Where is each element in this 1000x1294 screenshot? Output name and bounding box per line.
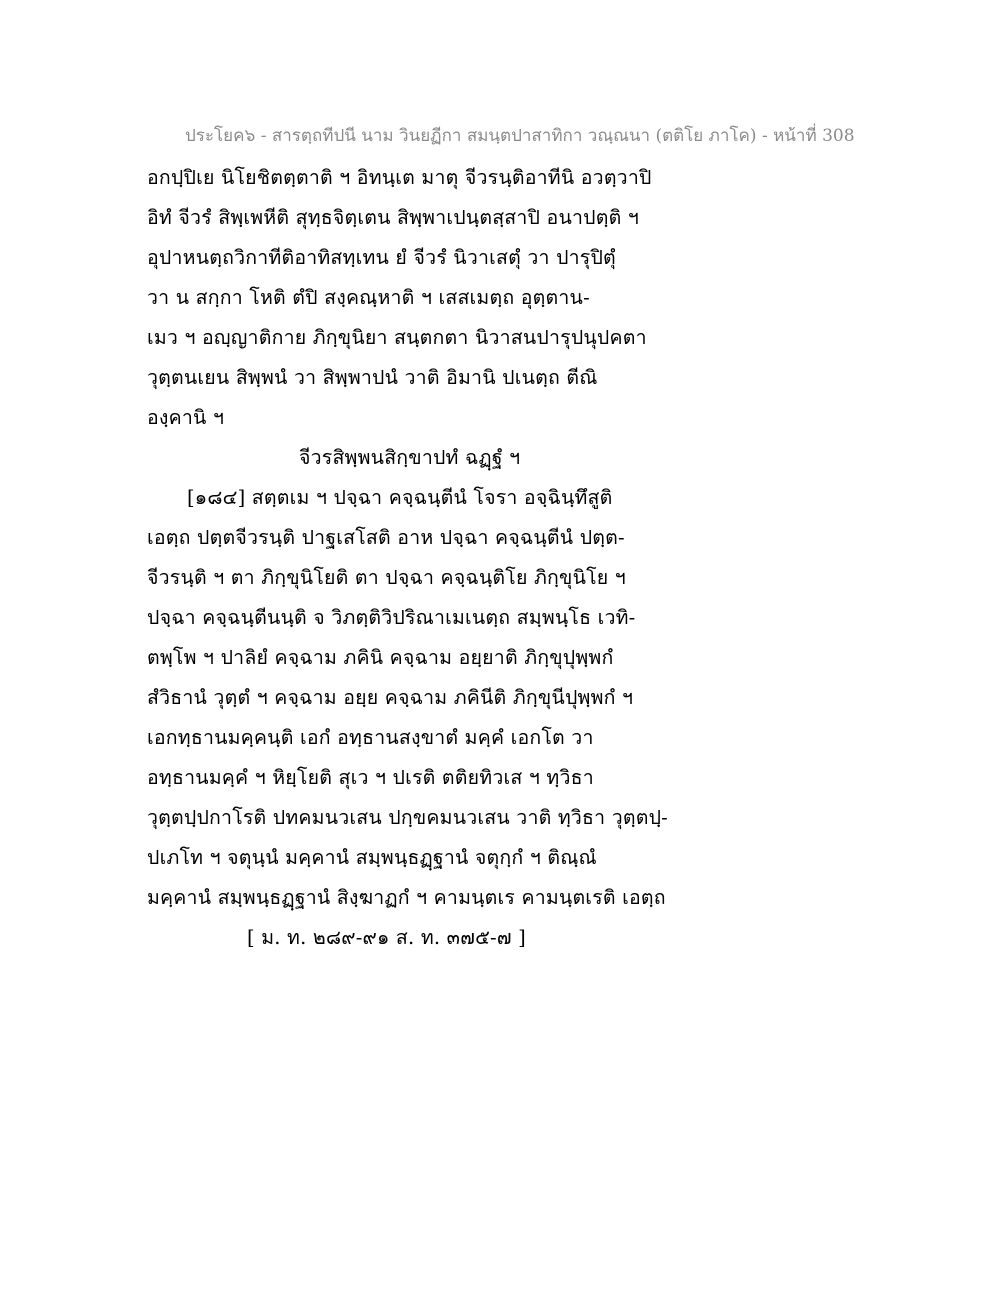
text-line: ปจฺฉา คจฺฉนฺตีนนฺติ จ วิภตฺติวิปริณาเมเนตฺถ สมฺพนฺโธ เวทิ- bbox=[147, 606, 636, 629]
text-line: ตพฺโพ ฯ ปาลิยํ คจฺฉาม ภคินิ คจฺฉาม อยฺยาติ ภิกฺขุปุพฺพกํ bbox=[147, 646, 614, 669]
body-text bbox=[147, 158, 687, 958]
text-line: อิทํ จีวรํ สิพฺเพหีติ สุทฺธจิตฺเตน สิพฺพาเปนฺตสฺสาปิ อนาปตฺติ ฯ bbox=[147, 206, 639, 229]
text-line: เอกทฺธานมคฺคนฺติ เอกํ อทฺธานสงฺขาตํ มคฺคํ เอกโต วา bbox=[147, 726, 594, 749]
text-line: อกปฺปิเย นิโยชิตตฺตาติ ฯ อิทนฺเต มาตุ จีวรนฺติอาทีนิ อวตฺวาปิ bbox=[147, 166, 652, 189]
text-line: เมว ฯ อญฺญาติกาย ภิกฺขุนิยา สนฺตกตา นิวาสนปารุปนุปคตา bbox=[147, 326, 647, 349]
text-line: อุปาหนตฺถวิกาทีติอาทิสทฺเทน ยํ จีวรํ นิวาเสตุํ วา ปารุปิตุํ bbox=[147, 246, 616, 269]
text-line: องฺคานิ ฯ bbox=[147, 406, 225, 429]
text-line: อทฺธานมคฺคํ ฯ หิยฺโยติ สุเว ฯ ปเรติ ตติยทิวเส ฯ ทฺวิธา bbox=[147, 766, 594, 789]
text-line: จีวรนฺติ ฯ ตา ภิกฺขุนิโยติ ตา ปจฺฉา คจฺฉนฺติโย ภิกฺขุนิโย ฯ bbox=[147, 566, 626, 589]
reference-line: [ ม. ท. ๒๘๙-๙๑ ส. ท. ๓๗๕-๗ ] bbox=[247, 926, 526, 949]
text-line: สํวิธานํ วุตฺตํ ฯ คจฺฉาม อยฺย คจฺฉาม ภคินีติ ภิกฺขุนีปุพฺพกํ ฯ bbox=[147, 686, 634, 709]
text-line: มคฺคานํ สมฺพนฺธฏฺฐานํ สิงฺฆาฏกํ ฯ คามนฺตเร คามนฺตเรติ เอตฺถ bbox=[147, 886, 666, 909]
text-line: ปเภโท ฯ จตุนฺนํ มคฺคานํ สมฺพนฺธฏฺฐานํ จตุกฺกํ ฯ ติณฺณํ bbox=[147, 846, 597, 869]
section-title: จีวรสิพฺพนสิกฺขาปทํ ฉฏฺฐํ ฯ bbox=[299, 446, 521, 469]
text-line: เอตฺถ ปตฺตจีวรนฺติ ปาฐเสโสติ อาห ปจฺฉา คจฺฉนฺตีนํ ปตฺต- bbox=[147, 526, 625, 549]
text-line: วา น สกฺกา โหติ ตํปิ สงฺคณฺหาติ ฯ เสสเมตฺถ อุตฺตาน- bbox=[147, 286, 590, 309]
paragraph-start-line: [๑๘๔] สตฺตเม ฯ ปจฺฉา คจฺฉนฺตีนํ โจรา อจฺฉินฺทึสูติ bbox=[187, 486, 613, 509]
text-line: วุตฺตปฺปกาโรติ ปทคมนวเสน ปกฺขคมนวเสน วาติ ทฺวิธา วุตฺตปฺ- bbox=[147, 806, 668, 829]
page-header: ประโยค๖ - สารตฺถทีปนี นาม วินยฏีกา สมนฺตปาสาทิกา วณฺณนา (ตติโย ภาโค) - หน้าที่ 308 bbox=[185, 126, 855, 146]
text-line: วุตฺตนเยน สิพฺพนํ วา สิพฺพาปนํ วาติ อิมานิ ปเนตฺถ ตีณิ bbox=[147, 366, 598, 389]
